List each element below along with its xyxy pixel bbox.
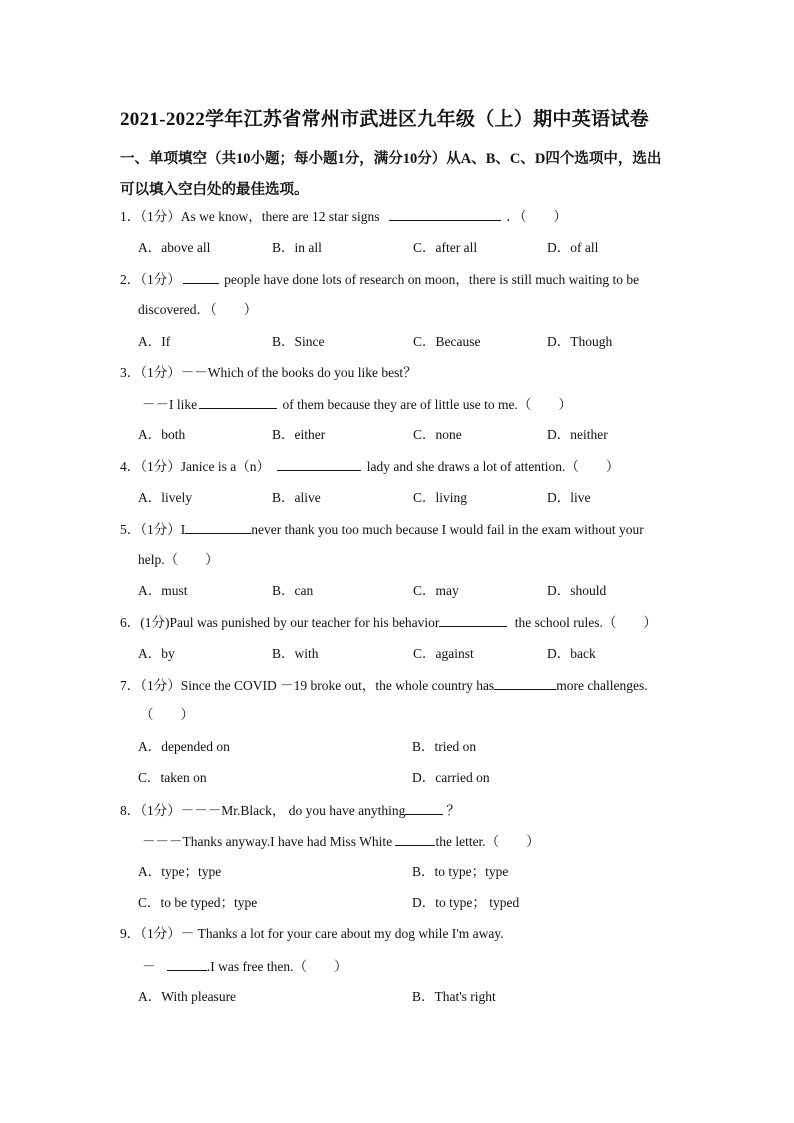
question-9-dash: － bbox=[142, 959, 156, 974]
option-b: B．with bbox=[272, 646, 319, 661]
section-instructions bbox=[120, 144, 680, 206]
option-c: C．after all bbox=[413, 240, 478, 255]
question-6-stem bbox=[120, 613, 657, 632]
option-b: B．tried on bbox=[412, 739, 477, 754]
question-5-continuation: help.（ ） bbox=[138, 552, 219, 567]
question-5-text: never thank you too much because I would fail in the exam without your bbox=[251, 522, 644, 537]
question-8-reply-end: the letter.（ ） bbox=[435, 834, 540, 849]
option-d: D．back bbox=[547, 646, 596, 661]
question-4-stem bbox=[120, 457, 619, 476]
section-instructions-line-2: 可以填入空白处的最佳选项。 bbox=[120, 182, 309, 198]
option-a: A．If bbox=[138, 334, 171, 349]
option-c: C．against bbox=[413, 646, 474, 661]
question-5-number: 5．（1分）I bbox=[120, 522, 186, 537]
question-1-text: 1．（1分）As we know，there are 12 star signs bbox=[120, 209, 380, 224]
option-d: D．carried on bbox=[412, 770, 490, 785]
answer-blank bbox=[185, 520, 251, 534]
answer-blank bbox=[494, 676, 556, 690]
option-b: B．to type；type bbox=[412, 864, 509, 879]
answer-blank bbox=[439, 613, 507, 627]
option-a: A．both bbox=[138, 427, 186, 442]
option-d: D．to type； typed bbox=[412, 895, 520, 910]
question-4-text: 4．（1分）Janice is a（n） bbox=[120, 459, 270, 474]
section-instructions-line-1: 一、单项填空（共10小题；每小题1分，满分10分）从A、B、C、D四个选项中，选出 bbox=[120, 151, 662, 167]
answer-blank bbox=[277, 457, 361, 471]
option-a: A．by bbox=[138, 646, 175, 661]
option-b: B．either bbox=[272, 427, 326, 442]
question-3-reply-start: －－I like bbox=[142, 397, 198, 412]
question-8-text: 8．（1分）－－－Mr.Black， do you have anything bbox=[120, 803, 406, 818]
option-a: A．type；type bbox=[138, 864, 222, 879]
option-a: A．above all bbox=[138, 240, 211, 255]
question-5-stem bbox=[120, 520, 644, 539]
option-b: B．can bbox=[272, 583, 314, 598]
answer-blank bbox=[405, 801, 443, 815]
question-2-text: people have done lots of research on moon，there is still much waiting to be bbox=[224, 272, 640, 287]
option-b: B．alive bbox=[272, 490, 321, 505]
question-7-text-end: more challenges. bbox=[556, 678, 648, 693]
question-7-stem bbox=[120, 676, 648, 695]
option-a: A．lively bbox=[138, 490, 192, 505]
option-c: C．may bbox=[413, 583, 459, 598]
answer-blank bbox=[199, 395, 277, 409]
question-6-text-end: the school rules.（ ） bbox=[514, 615, 657, 630]
question-2-continuation: discovered．（ ） bbox=[138, 302, 258, 317]
option-b: B．Since bbox=[272, 334, 325, 349]
question-4-text-end: lady and she draws a lot of attention.（ ） bbox=[366, 459, 620, 474]
question-9-reply bbox=[142, 957, 347, 976]
question-9-reply-end: .I was free then.（ ） bbox=[206, 959, 348, 974]
question-8-reply bbox=[142, 832, 540, 851]
question-7-text: 7．（1分）Since the COVID －19 broke out，the whole country has bbox=[120, 678, 495, 693]
question-8-reply-start: －－－Thanks anyway.I have had Miss White bbox=[142, 834, 393, 849]
option-c: C．to be typed；type bbox=[138, 895, 258, 910]
question-8-mark: ？ bbox=[446, 803, 460, 818]
question-6-text: 6．(1分)Paul was punished by our teacher for his behavior bbox=[120, 615, 440, 630]
option-b: B．That's right bbox=[412, 989, 496, 1004]
option-b: B．in all bbox=[272, 240, 322, 255]
question-8-stem bbox=[120, 801, 460, 820]
option-d: D．Though bbox=[547, 334, 613, 349]
page-title: 2021-2022学年江苏省常州市武进区九年级（上）期中英语试卷 bbox=[120, 109, 649, 130]
question-3-reply bbox=[142, 395, 572, 414]
option-c: C．none bbox=[413, 427, 462, 442]
question-2-number: 2．（1分） bbox=[120, 272, 181, 287]
option-c: C．Because bbox=[413, 334, 481, 349]
option-a: A．must bbox=[138, 583, 188, 598]
option-a: A．depended on bbox=[138, 739, 230, 754]
answer-blank bbox=[183, 270, 219, 284]
question-1-stem bbox=[120, 207, 567, 226]
option-d: D．should bbox=[547, 583, 607, 598]
answer-blank bbox=[167, 957, 207, 971]
option-d: D．neither bbox=[547, 427, 608, 442]
option-a: A．With pleasure bbox=[138, 989, 237, 1004]
question-3-reply-end: of them because they are of little use to me.（ ） bbox=[282, 397, 572, 412]
question-1-bracket: ．（ ） bbox=[506, 209, 567, 224]
answer-blank bbox=[395, 832, 435, 846]
option-c: C．living bbox=[413, 490, 468, 505]
option-c: C．taken on bbox=[138, 770, 207, 785]
option-d: D．live bbox=[547, 490, 591, 505]
question-7-bracket: （ ） bbox=[140, 707, 194, 722]
question-9-stem: 9．（1分）－ Thanks a lot for your care about my dog while I'm away. bbox=[120, 926, 504, 941]
question-3-stem: 3．（1分）－－Which of the books do you like best？ bbox=[120, 365, 417, 380]
option-d: D．of all bbox=[547, 240, 599, 255]
question-2-stem bbox=[120, 270, 639, 289]
answer-blank bbox=[389, 207, 501, 221]
